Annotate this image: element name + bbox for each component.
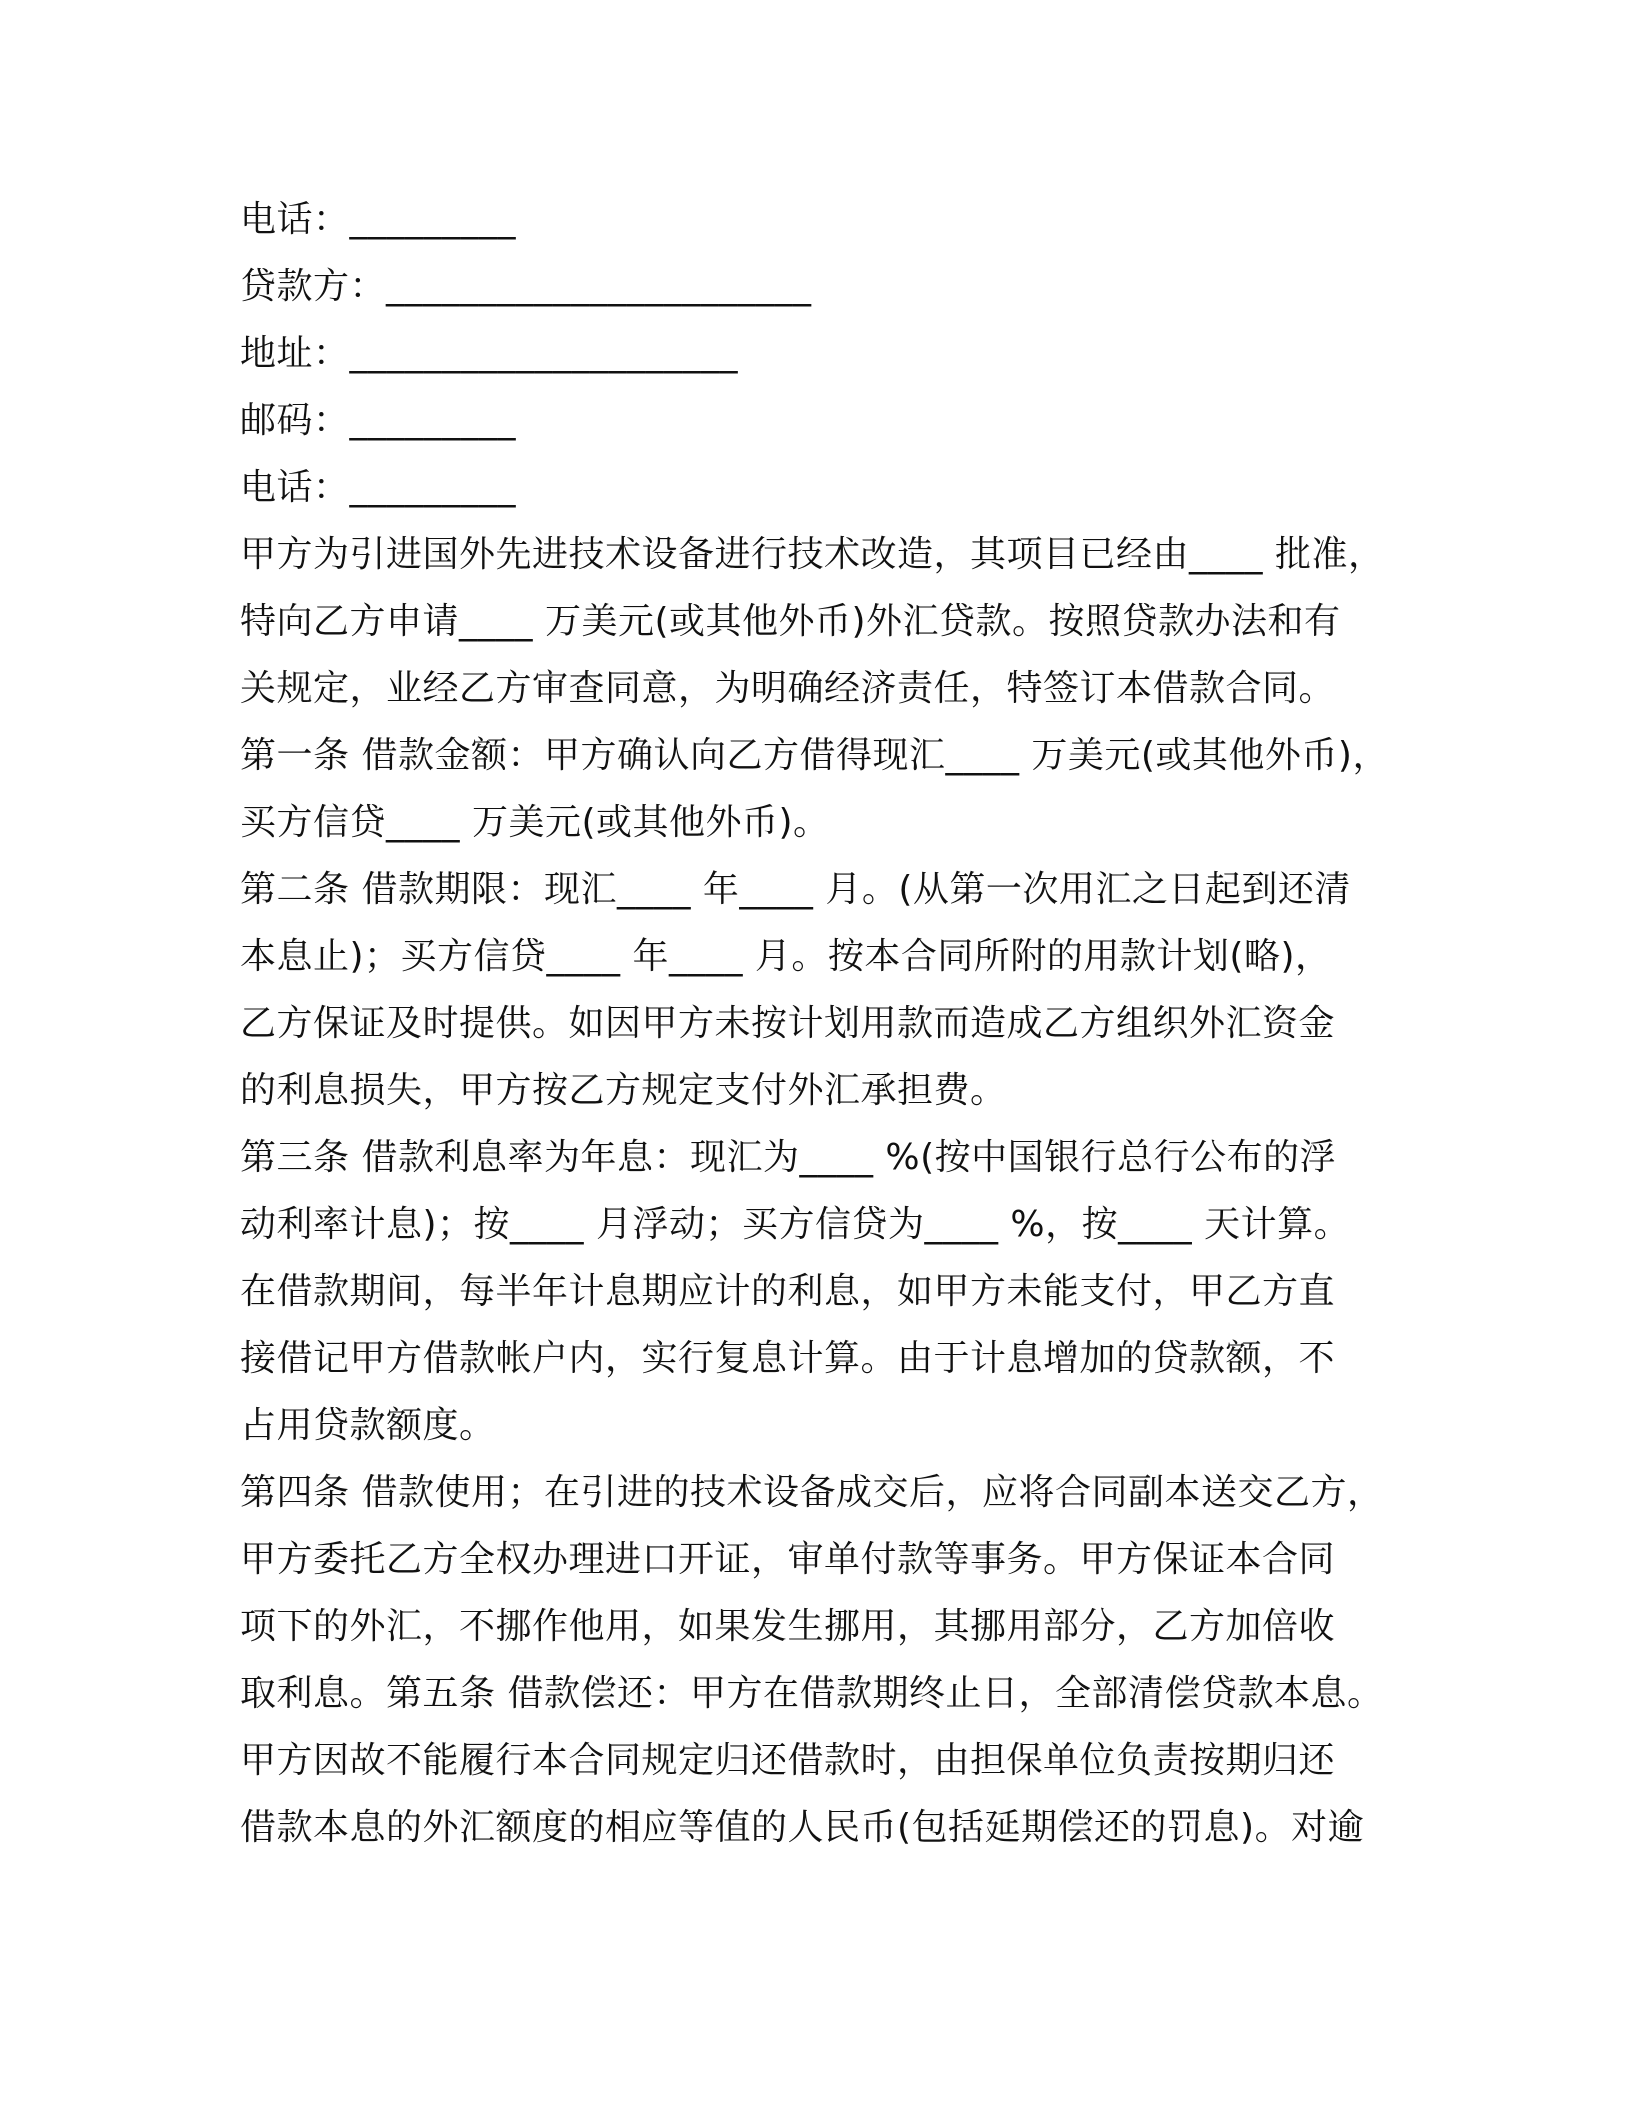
article-3-line: 占用贷款额度。: [240, 1405, 496, 1446]
address-line: 地址：_____________________: [240, 333, 739, 374]
phone-line-2: 电话：_________: [240, 467, 517, 508]
intro-paragraph-line: 特向乙方申请____ 万美元(或其他外币)外汇贷款。按照贷款办法和有: [240, 601, 1341, 642]
document-body: [240, 186, 1400, 1861]
article-4-line: 甲方委托乙方全权办理进口开证，审单付款等事务。甲方保证本合同: [240, 1539, 1336, 1580]
article-3-line: 动利率计息)；按____ 月浮动；买方信贷为____ %，按____ 天计算。: [240, 1204, 1351, 1245]
article-1-line: 第一条 借款金额：甲方确认向乙方借得现汇____ 万美元(或其他外币)，: [240, 735, 1389, 776]
article-5-line: 借款本息的外汇额度的相应等值的人民币(包括延期偿还的罚息)。对逾: [240, 1807, 1365, 1848]
article-2-line: 本息止)；买方信贷____ 年____ 月。按本合同所附的用款计划(略)，: [240, 936, 1332, 977]
postcode-line: 邮码：_________: [240, 400, 517, 441]
article-2-line: 的利息损失，甲方按乙方规定支付外汇承担费。: [240, 1070, 1007, 1111]
article-2-line: 乙方保证及时提供。如因甲方未按计划用款而造成乙方组织外汇资金: [240, 1003, 1336, 1044]
article-2-line: 第二条 借款期限：现汇____ 年____ 月。(从第一次用汇之日起到还清: [240, 869, 1351, 910]
lender-line: 贷款方：_______________________: [240, 266, 812, 307]
article-4-line: 第四条 借款使用；在引进的技术设备成交后，应将合同副本送交乙方，: [240, 1472, 1384, 1513]
article-3-line: 接借记甲方借款帐户内，实行复息计算。由于计息增加的贷款额，不: [240, 1338, 1336, 1379]
intro-paragraph-line: 甲方为引进国外先进技术设备进行技术改造，其项目已经由____ 批准，: [240, 534, 1385, 575]
phone-line: 电话：_________: [240, 199, 517, 240]
article-4-line: 项下的外汇，不挪作他用，如果发生挪用，其挪用部分，乙方加倍收: [240, 1606, 1336, 1647]
article-1-line: 买方信贷____ 万美元(或其他外币)。: [240, 802, 830, 843]
intro-paragraph-line: 关规定，业经乙方审查同意，为明确经济责任，特签订本借款合同。: [240, 668, 1336, 709]
article-5-line: 甲方因故不能履行本合同规定归还借款时，由担保单位负责按期归还: [240, 1740, 1336, 1781]
article-4-5-line: 取利息。第五条 借款偿还：甲方在借款期终止日，全部清偿贷款本息。: [240, 1673, 1384, 1714]
article-3-line: 在借款期间，每半年计息期应计的利息，如甲方未能支付，甲乙方直: [240, 1271, 1336, 1312]
article-3-line: 第三条 借款利息率为年息：现汇为____ %(按中国银行总行公布的浮: [240, 1137, 1337, 1178]
